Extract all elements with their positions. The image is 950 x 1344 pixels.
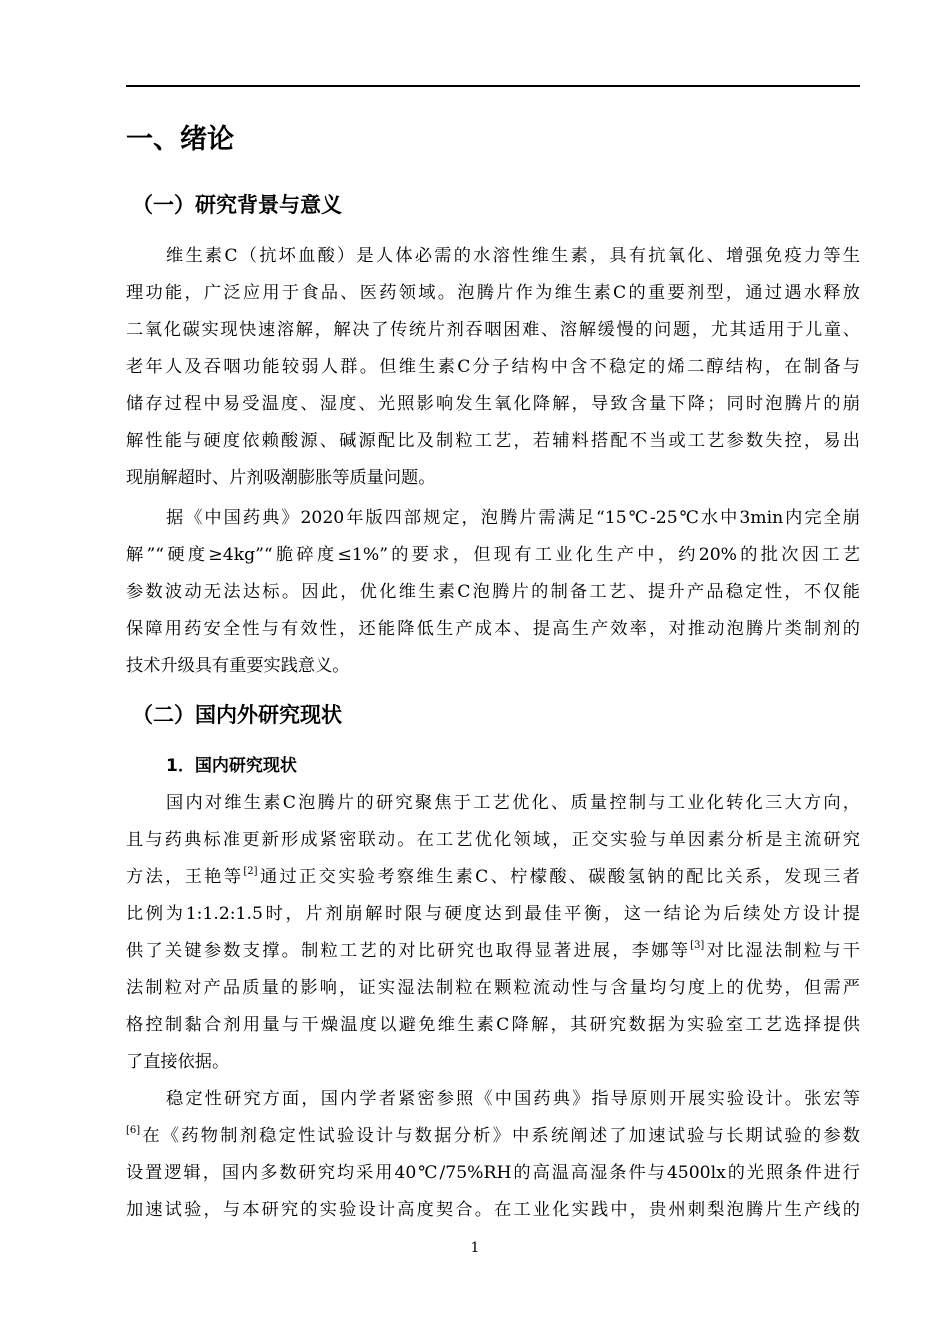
- text-line: 了直接依据。: [126, 1052, 230, 1072]
- chapter-heading: 一、绪论: [126, 124, 234, 155]
- text-line: 现崩解超时、片剂吸潮膨胀等质量问题。: [126, 468, 436, 488]
- page-number: 1: [470, 1240, 480, 1256]
- text-span: 对比湿法制粒与干: [704, 941, 860, 961]
- text-line: 国内对维生素C泡腾片的研究聚焦于工艺优化、质量控制与工业化转化三大方向，: [166, 793, 860, 813]
- text-span: 通过正交实验考察维生素C、柠檬酸、碳酸氢钠的配比关系，发现三者: [257, 867, 860, 887]
- citation-ref[interactable]: [3]: [690, 940, 705, 951]
- text-line: 格控制黏合剂用量与干燥温度以避免维生素C降解，其研究数据为实验室工艺选择提供: [126, 1015, 860, 1035]
- paragraph-domestic-1: [126, 785, 860, 1081]
- text-line: 解”“硬度≥4kg”“脆碎度≤1%”的要求，但现有工业化生产中，约20%的批次因工艺: [126, 545, 860, 565]
- subsection-heading-domestic: 1．国内研究现状: [166, 756, 297, 776]
- text-span: 方法，王艳等: [126, 867, 244, 887]
- text-line: 参数波动无法达标。因此，优化维生素C泡腾片的制备工艺、提升产品稳定性，不仅能: [126, 582, 860, 602]
- text-line: 二氧化碳实现快速溶解，解决了传统片剂吞咽困难、溶解缓慢的问题，尤其适用于儿童、: [126, 320, 860, 340]
- citation-ref[interactable]: [6]: [126, 1125, 141, 1136]
- paragraph-background-1: [126, 238, 860, 497]
- header-rule: [126, 85, 860, 87]
- citation-ref[interactable]: [2]: [243, 866, 258, 877]
- text-line: 维生素C（抗坏血酸）是人体必需的水溶性维生素，具有抗氧化、增强免疫力等生: [166, 246, 860, 266]
- section-heading-status: （二）国内外研究现状: [132, 703, 342, 727]
- paragraph-background-2: [126, 500, 860, 685]
- text-line: 且与药典标准更新形成紧密联动。在工艺优化领域，正交实验与单因素分析是主流研究: [126, 830, 860, 850]
- text-line: 法制粒对产品质量的影响，证实湿法制粒在颗粒流动性与含量均匀度上的优势，但需严: [126, 978, 860, 998]
- paragraph-domestic-2: [126, 1081, 860, 1229]
- text-line: 据《中国药典》2020年版四部规定，泡腾片需满足“15℃-25℃水中3min内完全崩: [166, 508, 860, 528]
- text-line: [126, 859, 860, 896]
- text-line: 保障用药安全性与有效性，还能降低生产成本、提高生产效率，对推动泡腾片类制剂的: [126, 619, 860, 639]
- text-line: 比例为1:1.2:1.5时，片剂崩解时限与硬度达到最佳平衡，这一结论为后续处方设计提: [126, 904, 860, 924]
- text-span: 供了关键参数支撑。制粒工艺的对比研究也取得显著进展，李娜等: [126, 941, 691, 961]
- text-line: 加速试验，与本研究的实验设计高度契合。在工业化实践中，贵州刺梨泡腾片生产线的: [126, 1200, 860, 1220]
- text-line: 稳定性研究方面，国内学者紧密参照《中国药典》指导原则开展实验设计。张宏等: [166, 1089, 860, 1109]
- text-line: [126, 1118, 860, 1155]
- text-line: 技术升级具有重要实践意义。: [126, 656, 350, 676]
- section-heading-background: （一）研究背景与意义: [132, 193, 342, 217]
- text-line: 理功能，广泛应用于食品、医药领域。泡腾片作为维生素C的重要剂型，通过遇水释放: [126, 283, 860, 303]
- text-line: [126, 933, 860, 970]
- text-line: 老年人及吞咽功能较弱人群。但维生素C分子结构中含不稳定的烯二醇结构，在制备与: [126, 357, 860, 377]
- text-span: 在《药物制剂稳定性试验设计与数据分析》中系统阐述了加速试验与长期试验的参数: [140, 1126, 860, 1146]
- text-line: 储存过程中易受温度、湿度、光照影响发生氧化降解，导致含量下降；同时泡腾片的崩: [126, 394, 860, 414]
- text-line: 解性能与硬度依赖酸源、碱源配比及制粒工艺，若辅料搭配不当或工艺参数失控，易出: [126, 431, 860, 451]
- text-line: 设置逻辑，国内多数研究均采用40℃/75%RH的高温高湿条件与4500lx的光照条件进行: [126, 1163, 860, 1183]
